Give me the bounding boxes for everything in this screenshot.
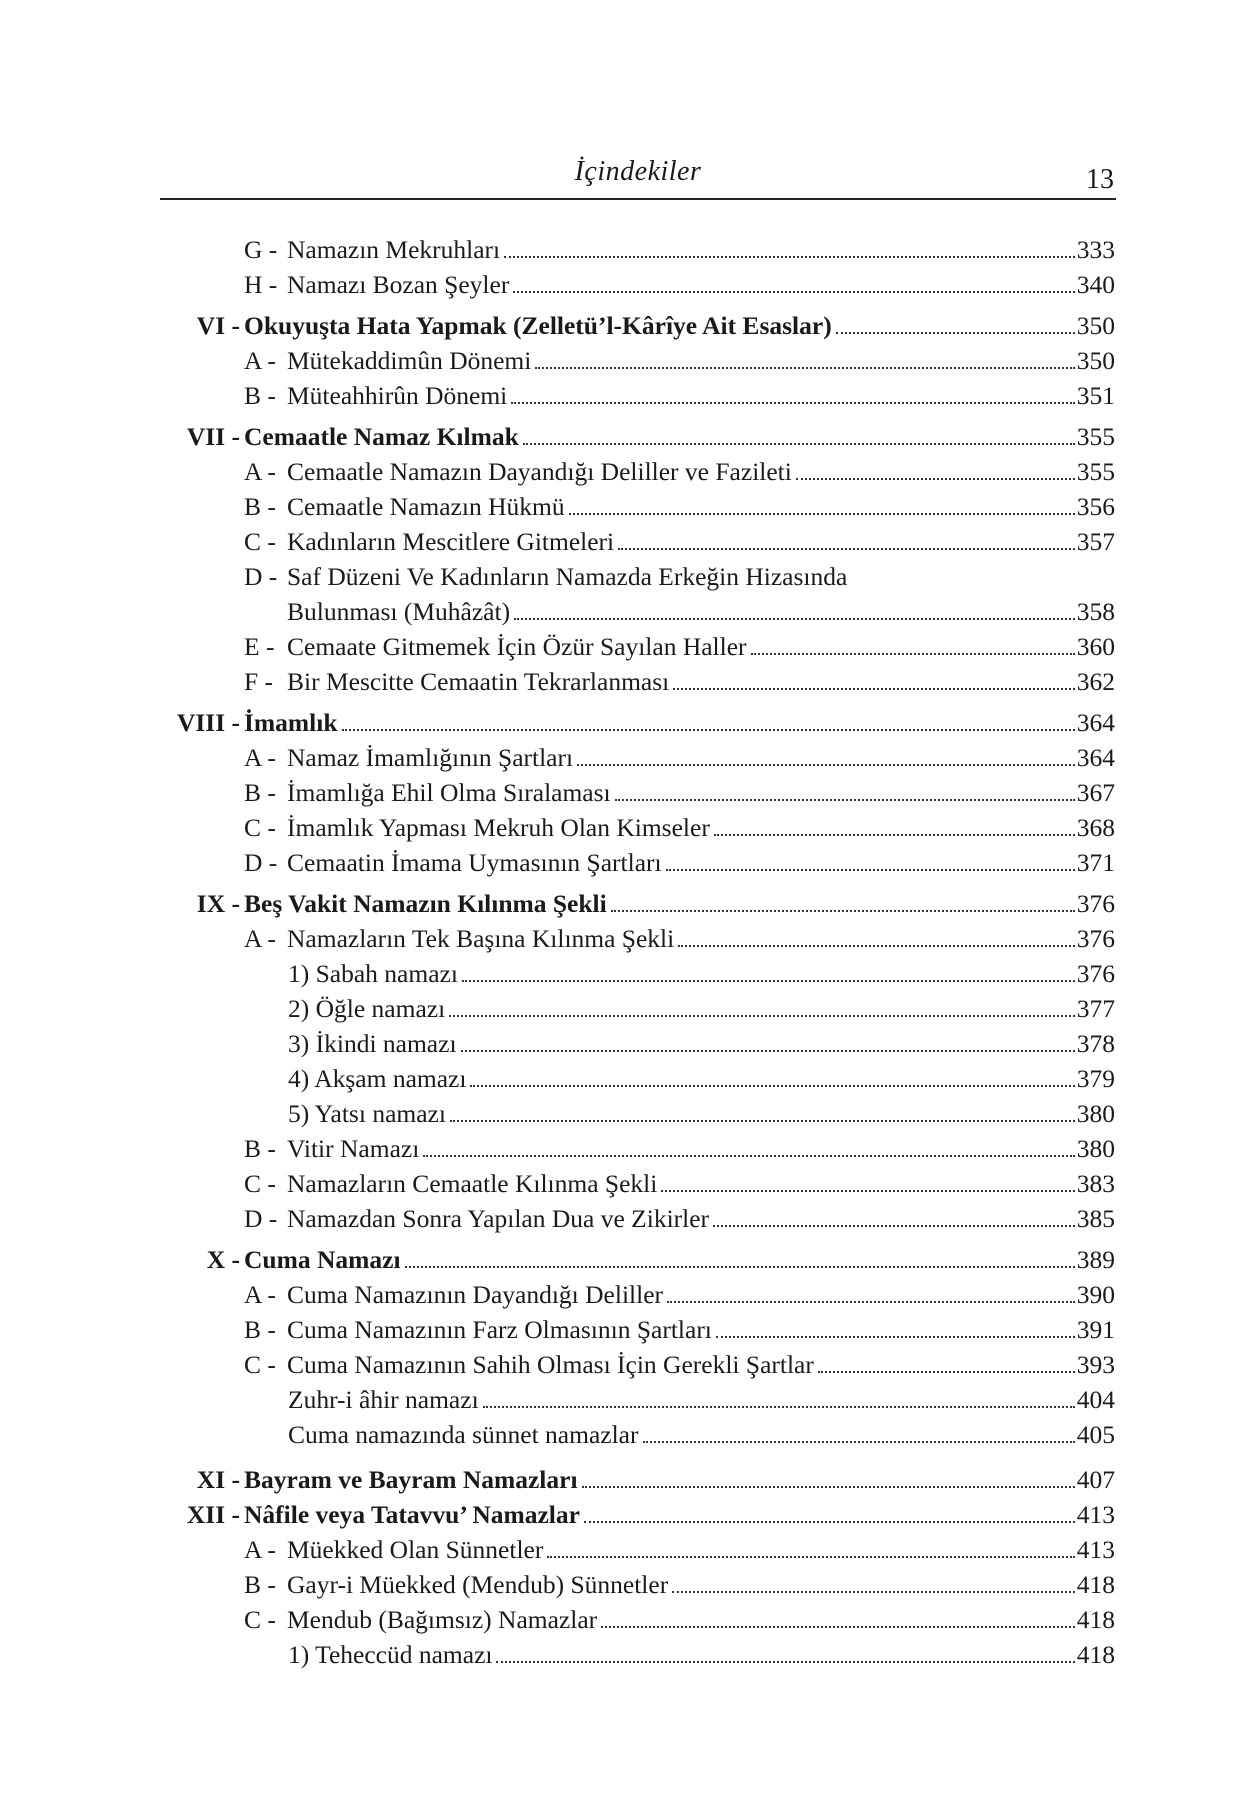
entry-page-number: 404 [1076, 1385, 1115, 1414]
toc-entry [160, 775, 1115, 810]
section-letter: A - [244, 346, 276, 375]
toc-entry [160, 419, 1115, 454]
section-letter: A - [244, 924, 276, 953]
entry-page-number: 418 [1076, 1640, 1115, 1669]
toc-entry [160, 921, 1115, 956]
dot-leader [461, 1049, 1075, 1052]
toc-entry [160, 1637, 1115, 1672]
dot-leader [661, 1189, 1074, 1192]
section-letter: A - [244, 1280, 276, 1309]
entry-title: Bulunması (Muhâzât) [287, 597, 511, 626]
dot-leader [818, 1370, 1075, 1373]
dot-leader [511, 401, 1075, 404]
toc-entry [160, 308, 1115, 343]
toc-entry [160, 1602, 1115, 1637]
toc-entry [160, 232, 1115, 267]
toc-entry [160, 559, 1115, 629]
dot-leader [470, 1084, 1074, 1087]
entry-title: Beş Vakit Namazın Kılınma Şekli [244, 889, 607, 918]
entry-title: Vitir Namazı [287, 1134, 420, 1163]
entry-page-number: 405 [1076, 1420, 1115, 1449]
section-letter: A - [244, 1535, 276, 1564]
entry-page-number: 350 [1076, 346, 1115, 375]
dot-leader [450, 1119, 1075, 1122]
section-letter: B - [244, 778, 276, 807]
toc-entry [160, 664, 1115, 699]
entry-page-number: 383 [1076, 1169, 1115, 1198]
entry-page-number: 358 [1076, 597, 1115, 626]
entry-title: Namaz İmamlığının Şartları [287, 743, 574, 772]
section-letter: B - [244, 492, 276, 521]
toc-entry [160, 1417, 1115, 1452]
section-letter: B - [244, 1134, 276, 1163]
entry-page-number: 333 [1076, 235, 1115, 264]
toc-entry [160, 1312, 1115, 1347]
entry-title: Bir Mescitte Cemaatin Tekrarlanması [287, 667, 670, 696]
dot-leader [714, 833, 1075, 836]
entry-page-number: 368 [1076, 813, 1115, 842]
entry-title: Cuma Namazı [244, 1245, 401, 1274]
section-letter: B - [244, 1315, 276, 1344]
dot-leader [678, 944, 1075, 947]
entry-title: Cemaate Gitmemek İçin Özür Sayılan Haller [287, 632, 747, 661]
entry-page-number: 367 [1076, 778, 1115, 807]
toc-entry [160, 1061, 1115, 1096]
entry-page-number: 376 [1076, 889, 1115, 918]
entry-page-number: 379 [1076, 1064, 1115, 1093]
chapter-number: XII - [186, 1500, 240, 1529]
entry-title: İmamlık Yapması Mekruh Olan Kimseler [287, 813, 710, 842]
entry-title: 5) Yatsı namazı [288, 1099, 446, 1128]
toc-entry [160, 1532, 1115, 1567]
entry-page-number: 340 [1076, 270, 1115, 299]
entry-title: Müteahhirûn Dönemi [287, 381, 508, 410]
dot-leader [666, 868, 1075, 871]
toc-entry [160, 1497, 1115, 1532]
entry-page-number: 391 [1076, 1315, 1115, 1344]
section-letter: F - [244, 667, 274, 696]
entry-title: 1) Teheccüd namazı [288, 1640, 493, 1669]
section-letter: C - [244, 1605, 276, 1634]
dot-leader [405, 1265, 1075, 1268]
entry-page-number: 380 [1076, 1099, 1115, 1128]
page-header [160, 150, 1116, 200]
entry-page-number: 407 [1076, 1465, 1115, 1494]
entry-title: Namazı Bozan Şeyler [287, 270, 510, 299]
dot-leader [584, 1520, 1075, 1523]
toc-entry [160, 705, 1115, 740]
toc-entry [160, 1462, 1115, 1497]
entry-title: Cemaatle Namazın Hükmü [287, 492, 565, 521]
entry-title: Müekked Olan Sünnetler [287, 1535, 544, 1564]
toc-entry [160, 267, 1115, 302]
entry-title: İmamlığa Ehil Olma Sıralaması [287, 778, 611, 807]
entry-title: Namazdan Sonra Yapılan Dua ve Zikirler [287, 1204, 710, 1233]
entry-page-number: 376 [1076, 924, 1115, 953]
dot-leader [423, 1154, 1074, 1157]
toc-entry [160, 1277, 1115, 1312]
section-letter: D - [244, 1204, 278, 1233]
entry-title: Namazın Mekruhları [287, 235, 501, 264]
toc-entry [160, 378, 1115, 413]
dot-leader [483, 1405, 1075, 1408]
entry-page-number: 378 [1076, 1029, 1115, 1058]
toc-entry [160, 1096, 1115, 1131]
entry-title: Nâfile veya Tatavvu’ Namazlar [244, 1500, 580, 1529]
toc-entry [160, 845, 1115, 880]
dot-leader [342, 728, 1075, 731]
entry-title: Zuhr-i âhir namazı [288, 1385, 479, 1414]
entry-page-number: 389 [1076, 1245, 1115, 1274]
section-letter: B - [244, 381, 276, 410]
section-letter: A - [244, 743, 276, 772]
toc-entry [160, 1026, 1115, 1061]
chapter-number: X - [206, 1245, 240, 1274]
entry-page-number: 350 [1076, 311, 1115, 340]
entry-title: Mendub (Bağımsız) Namazlar [287, 1605, 598, 1634]
dot-leader [716, 1335, 1075, 1338]
section-letter: C - [244, 813, 276, 842]
toc-entry [160, 1166, 1115, 1201]
page-number: 13 [1086, 164, 1114, 195]
header-title: İçindekiler [574, 156, 702, 187]
entry-title: Cemaatin İmama Uymasının Şartları [287, 848, 662, 877]
entry-page-number: 360 [1076, 632, 1115, 661]
toc-entry [160, 454, 1115, 489]
section-letter: C - [244, 1350, 276, 1379]
dot-leader [449, 1014, 1075, 1017]
entry-title: Cuma Namazının Farz Olmasının Şartları [287, 1315, 712, 1344]
dot-leader [582, 1485, 1075, 1488]
section-letter: C - [244, 527, 276, 556]
entry-page-number: 413 [1076, 1500, 1115, 1529]
dot-leader [513, 290, 1074, 293]
dot-leader [796, 477, 1075, 480]
toc-entry [160, 810, 1115, 845]
entry-page-number: 356 [1076, 492, 1115, 521]
entry-page-number: 376 [1076, 959, 1115, 988]
dot-leader [673, 687, 1074, 690]
entry-page-number: 364 [1076, 743, 1115, 772]
dot-leader [577, 763, 1075, 766]
toc-entry [160, 524, 1115, 559]
dot-leader [713, 1224, 1075, 1227]
entry-title: Kadınların Mescitlere Gitmeleri [287, 527, 615, 556]
entry-title: 3) İkindi namazı [288, 1029, 457, 1058]
toc-entry [160, 991, 1115, 1026]
entry-page-number: 351 [1076, 381, 1115, 410]
dot-leader [643, 1440, 1075, 1443]
entry-page-number: 355 [1076, 422, 1115, 451]
dot-leader [611, 909, 1075, 912]
chapter-number: VII - [186, 422, 240, 451]
dot-leader [618, 547, 1075, 550]
toc-entry [160, 956, 1115, 991]
dot-leader [836, 331, 1075, 334]
dot-leader [514, 617, 1075, 620]
entry-title: Namazların Cemaatle Kılınma Şekli [287, 1169, 658, 1198]
section-letter: A - [244, 457, 276, 486]
entry-page-number: 357 [1076, 527, 1115, 556]
dot-leader [504, 255, 1075, 258]
entry-title: Cemaatle Namaz Kılmak [244, 422, 519, 451]
entry-page-number: 362 [1076, 667, 1115, 696]
entry-title: Mütekaddimûn Dönemi [287, 346, 532, 375]
entry-page-number: 355 [1076, 457, 1115, 486]
chapter-number: VI - [196, 311, 240, 340]
toc-entry [160, 1131, 1115, 1166]
entry-title: 1) Sabah namazı [288, 959, 458, 988]
dot-leader [547, 1555, 1074, 1558]
entry-title: Cuma Namazının Dayandığı Deliller [287, 1280, 664, 1309]
toc-entry [160, 1382, 1115, 1417]
chapter-number: XI - [196, 1465, 240, 1494]
toc-entry [160, 489, 1115, 524]
dot-leader [569, 512, 1075, 515]
entry-page-number: 385 [1076, 1204, 1115, 1233]
entry-title: 4) Akşam namazı [288, 1064, 467, 1093]
entry-title: Gayr-i Müekked (Mendub) Sünnetler [287, 1570, 669, 1599]
dot-leader [496, 1660, 1074, 1663]
chapter-number: VIII - [176, 708, 240, 737]
toc-entry [160, 629, 1115, 664]
dot-leader [751, 652, 1075, 655]
entry-title: Cuma Namazının Sahih Olması İçin Gerekli Şartlar [287, 1350, 814, 1379]
entry-title: İmamlık [244, 708, 338, 737]
section-letter: E - [244, 632, 275, 661]
toc-entry [160, 1242, 1115, 1277]
toc-entry [160, 1201, 1115, 1236]
dot-leader [667, 1300, 1075, 1303]
entry-page-number: 377 [1076, 994, 1115, 1023]
section-letter: D - [244, 562, 278, 591]
entry-title: Okuyuşta Hata Yapmak (Zelletü’l-Kârîye Ait Esaslar) [244, 311, 832, 340]
dot-leader [615, 798, 1075, 801]
entry-title: Cuma namazında sünnet namazlar [288, 1420, 639, 1449]
toc-entry [160, 886, 1115, 921]
dot-leader [523, 442, 1075, 445]
entry-page-number: 393 [1076, 1350, 1115, 1379]
toc-entry [160, 343, 1115, 378]
dot-leader [601, 1625, 1075, 1628]
section-letter: C - [244, 1169, 276, 1198]
table-of-contents [160, 232, 1115, 1672]
entry-page-number: 371 [1076, 848, 1115, 877]
section-letter: B - [244, 1570, 276, 1599]
dot-leader [535, 366, 1074, 369]
dot-leader [462, 979, 1075, 982]
entry-title: Namazların Tek Başına Kılınma Şekli [287, 924, 675, 953]
dot-leader [672, 1590, 1075, 1593]
entry-page-number: 418 [1076, 1605, 1115, 1634]
entry-page-number: 413 [1076, 1535, 1115, 1564]
section-letter: G - [244, 235, 278, 264]
entry-page-number: 380 [1076, 1134, 1115, 1163]
section-letter: H - [244, 270, 278, 299]
toc-entry [160, 1347, 1115, 1382]
entry-page-number: 390 [1076, 1280, 1115, 1309]
toc-entry [160, 740, 1115, 775]
entry-page-number: 418 [1076, 1570, 1115, 1599]
chapter-number: IX - [196, 889, 240, 918]
section-letter: D - [244, 848, 278, 877]
entry-page-number: 364 [1076, 708, 1115, 737]
entry-title: 2) Öğle namazı [288, 994, 446, 1023]
toc-entry [160, 1567, 1115, 1602]
entry-title-line1: Saf Düzeni Ve Kadınların Namazda Erkeğin Hizasında [287, 562, 848, 591]
entry-title: Cemaatle Namazın Dayandığı Deliller ve Fazileti [287, 457, 792, 486]
entry-title: Bayram ve Bayram Namazları [244, 1465, 578, 1494]
